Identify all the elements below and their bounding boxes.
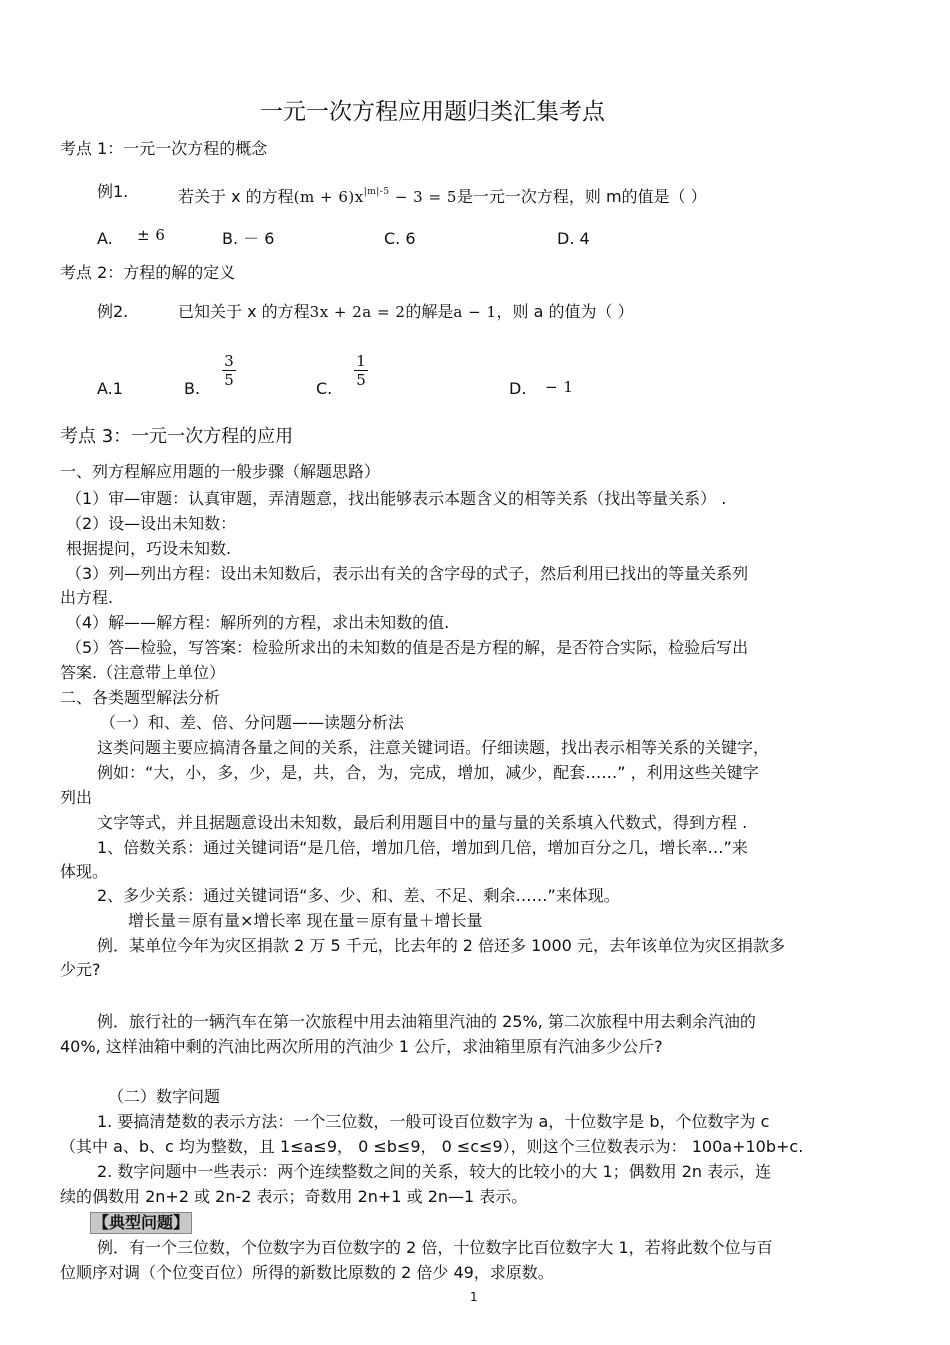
kp3-heading: 考点 3：一元一次方程的应用 [60, 426, 294, 447]
body-line: 例．旅行社的一辆汽车在第一次旅程中用去油箱里汽油的 25%, 第二次旅程中用去剩余汽油的 [97, 1012, 756, 1031]
kp1-equation [294, 188, 457, 206]
kp2-example-text [178, 302, 634, 322]
page-number: 1 [470, 1290, 478, 1304]
body-line: （2）设—设出未知数： [66, 514, 237, 533]
body-line: 一、列方程解应用题的一般步骤（解题思路） [60, 462, 381, 481]
body-line: （其中 a、b、c 均为整数，且 1≤a≤9， 0 ≤b≤9， 0 ≤c≤9），则这个三位数表示为： 100a+10b+c. [60, 1137, 804, 1156]
body-line: 例如：“大，小，多，少，是，共，合，为，完成，增加，减少，配套……” ，利用这些关键字 [97, 763, 759, 782]
body-line: 二、各类题型解法分析 [60, 688, 221, 707]
body-line: 2、多少关系：通过关键词语“多、少、和、差、不足、剩余……”来体现。 [97, 886, 620, 905]
kp2-option-c-numerator: 1 [354, 352, 368, 371]
kp2-option-c-denominator: 5 [356, 371, 366, 389]
kp2-option-b-denominator: 5 [224, 371, 234, 389]
kp1-example-post: 是一元一次方程，则 m的值是（ ） [456, 187, 707, 206]
body-line: 根据提问，巧设未知数. [66, 539, 232, 558]
body-line: （3）列—列出方程：设出未知数后，表示出有关的含字母的式子，然后利用已找出的等量关系列 [66, 564, 749, 583]
kp1-eq-b: − 3 = 5 [389, 188, 457, 206]
body-line: 2. 数字问题中一些表示：两个连续整数之间的关系，较大的比较小的大 1；偶数用 2n 表示，连 [97, 1162, 772, 1181]
kp1-option-b: B. － 6 [222, 229, 275, 248]
body-line: （4）解——解方程：解所列的方程，求出未知数的值. [66, 613, 450, 632]
kp2-option-d-value: − 1 [545, 378, 574, 396]
kp2-example-label: 例2. [97, 302, 129, 321]
body-line: 这类问题主要应搞清各量之间的关系，注意关键词语。仔细读题，找出表示相等关系的关键字， [97, 738, 770, 757]
body-line: 少元? [60, 960, 101, 979]
kp2-option-b-fraction [222, 352, 236, 389]
kp1-example-pre: 若关于 x 的方程 [178, 187, 294, 206]
body-line: 答案.（注意带上单位） [60, 663, 226, 682]
kp1-option-c: C. 6 [384, 229, 416, 248]
kp2-example-post: ，则 a 的值为（ ） [496, 302, 634, 321]
body-line: 1. 要搞清楚数的表示方法：一个三位数，一般可设百位数字为 a，十位数字是 b，个位数字为 c [97, 1112, 770, 1131]
kp1-option-a-value: ± 6 [137, 226, 166, 244]
body-line: （一）和、差、倍、分问题——读题分析法 [100, 713, 405, 732]
body-line: 出方程. [60, 588, 114, 607]
body-line: （1）审—审题：认真审题，弄清题意，找出能够表示本题含义的相等关系（找出等量关系） . [66, 489, 727, 508]
document-title: 一元一次方程应用题归类汇集考点 [260, 99, 605, 125]
body-line: 位顺序对调（个位变百位）所得的新数比原数的 2 倍少 49，求原数。 [60, 1263, 554, 1282]
kp2-option-c-fraction [354, 352, 368, 389]
kp2-option-b-numerator: 3 [222, 352, 236, 371]
body-line: （二）数字问题 [108, 1087, 221, 1106]
kp1-heading: 考点 1：一元一次方程的概念 [60, 139, 268, 158]
kp2-equation: 3x + 2a = 2 [309, 303, 406, 321]
body-line: 1、倍数关系：通过关键词语“是几倍，增加几倍，增加到几倍，增加百分之几，增长率…”来 [97, 838, 748, 857]
kp1-example-text [178, 182, 707, 207]
body-line: 体现。 [60, 862, 109, 881]
typical-problems-tag: 【典型问题】 [90, 1212, 192, 1234]
kp1-example-label: 例1. [97, 182, 129, 201]
body-line: 续的偶数用 2n+2 或 2n-2 表示；奇数用 2n+1 或 2n—1 表示。 [60, 1187, 528, 1206]
kp2-option-b-label: B. [184, 379, 201, 398]
body-line: 例．有一个三位数，个位数字为百位数字的 2 倍，十位数字比百位数字大 1，若将此数个位与百 [97, 1238, 773, 1257]
body-line: 列出 [60, 788, 93, 807]
kp1-eq-a: (m + 6)x [293, 188, 364, 206]
kp1-eq-exponent: |m|-5 [363, 187, 390, 197]
kp2-heading: 考点 2：方程的解的定义 [60, 263, 236, 282]
body-line: 增长量＝原有量×增长率 现在量＝原有量＋增长量 [128, 911, 483, 930]
kp2-option-d-label: D. [509, 379, 527, 398]
body-line: （5）答—检验，写答案：检验所求出的未知数的值是否是方程的解，是否符合实际，检验后写出 [66, 638, 749, 657]
body-line: 文字等式，并且据题意设出未知数，最后利用题目中的量与量的关系填入代数式，得到方程 . [97, 813, 748, 832]
kp1-option-a-label: A. [97, 229, 113, 248]
kp1-option-d: D. 4 [557, 229, 590, 248]
kp2-option-c-label: C. [316, 379, 333, 398]
kp2-example-mid: 的解是 [405, 302, 454, 321]
kp2-solution: a − 1 [453, 303, 497, 321]
kp2-option-a: A.1 [97, 379, 123, 398]
body-line: 例．某单位今年为灾区捐款 2 万 5 千元，比去年的 2 倍还多 1000 元，去年该单位为灾区捐款多 [97, 936, 785, 955]
kp2-example-pre: 已知关于 x 的方程 [178, 302, 310, 321]
body-line: 40%, 这样油箱中剩的汽油比两次所用的汽油少 1 公斤，求油箱里原有汽油多少公斤? [60, 1037, 663, 1056]
